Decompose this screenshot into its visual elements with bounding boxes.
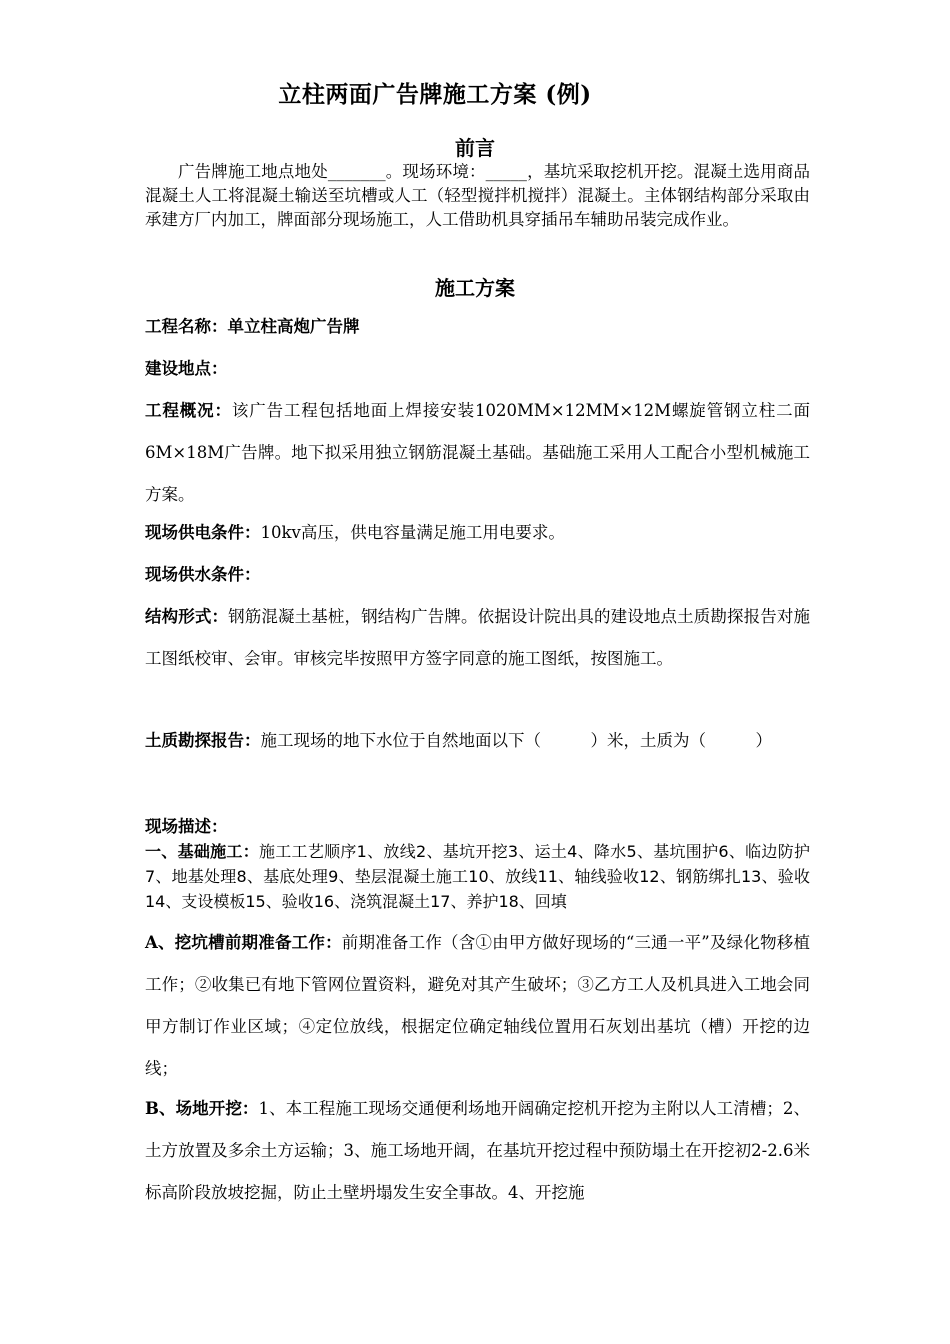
power-paragraph (145, 512, 810, 554)
document-title: 立柱两面广告牌施工方案 (例) (278, 81, 592, 108)
foundation-label: 一、基础施工： (145, 842, 259, 861)
overview-text: 该广告工程包括地面上焊接安装1020MM×12MM×12M螺旋管钢立柱二面6M×18M广告牌。地下拟采用独立钢筋混凝土基础。基础施工采用人工配合小型机械施工方案。 (145, 401, 811, 504)
power-label: 现场供电条件： (145, 523, 261, 542)
project-name: 工程名称：单立柱高炮广告牌 (145, 317, 360, 336)
excav-text: 1、本工程施工现场交通便利场地开阔确定挖机开挖为主附以人工清槽；2、土方放置及多余土方运输；3、施工场地开阔，在基坑开挖过程中预防塌土在开挖初2-2.6米标高阶段放坡挖掘，防止土壁坍塌发生安全事故。4、开挖施 (145, 1099, 810, 1202)
scene-label: 现场描述： (145, 817, 228, 836)
water-label: 现场供水条件： (145, 565, 261, 584)
structure-label: 结构形式： (145, 607, 229, 626)
prep-paragraph (145, 922, 810, 1090)
power-text: 10kv高压，供电容量满足施工用电要求。 (260, 523, 565, 542)
structure-text: 钢筋混凝土基桩，钢结构广告牌。依据设计院出具的建设地点土质勘探报告对施工图纸校审、会审。审核完毕按照甲方签字同意的施工图纸，按图施工。 (145, 607, 811, 668)
preface-heading: 前言 (455, 136, 495, 160)
excav-paragraph (145, 1088, 810, 1214)
excav-label: B、场地开挖： (145, 1099, 259, 1118)
soil-label: 土质勘探报告： (145, 731, 261, 750)
foundation-paragraph (145, 839, 810, 914)
prep-label: A、挖坑槽前期准备工作： (145, 933, 342, 952)
overview-paragraph (145, 390, 810, 516)
soil-paragraph (145, 720, 810, 762)
structure-paragraph (145, 596, 810, 680)
prep-text: 前期准备工作（含①由甲方做好现场的“三通一平”及绿化物移植工作；②收集已有地下管网位置资料，避免对其产生破坏；③乙方工人及机具进入工地会同甲方制订作业区域；④定位放线，根据定位确定轴线位置用石灰划出基坑（槽）开挖的边线； (145, 933, 810, 1078)
overview-label: 工程概况： (145, 401, 232, 420)
site-label: 建设地点： (145, 359, 228, 378)
plan-heading: 施工方案 (435, 276, 515, 300)
preface-paragraph: 广告牌施工地点地处_______。现场环境：_____，基坑采取挖机开挖。混凝土选用商品混凝土人工将混凝土输送至坑槽或人工（轻型搅拌机搅拌）混凝土。主体钢结构部分采取由承建方厂内加工，牌面部分现场施工，人工借助机具穿插吊车辅助吊装完成作业。 (145, 162, 810, 229)
soil-text: 施工现场的地下水位于自然地面以下（ ）米，土质为（ ） (260, 731, 772, 750)
foundation-text: 施工工艺顺序1、放线2、基坑开挖3、运土4、降水5、基坑围护6、临边防护7、地基处理8、基底处理9、垫层混凝土施工10、放线11、轴线验收12、钢筋绑扎13、验收14、支设模板15、验收16、浇筑混凝土17、养护18、回填 (145, 842, 810, 911)
